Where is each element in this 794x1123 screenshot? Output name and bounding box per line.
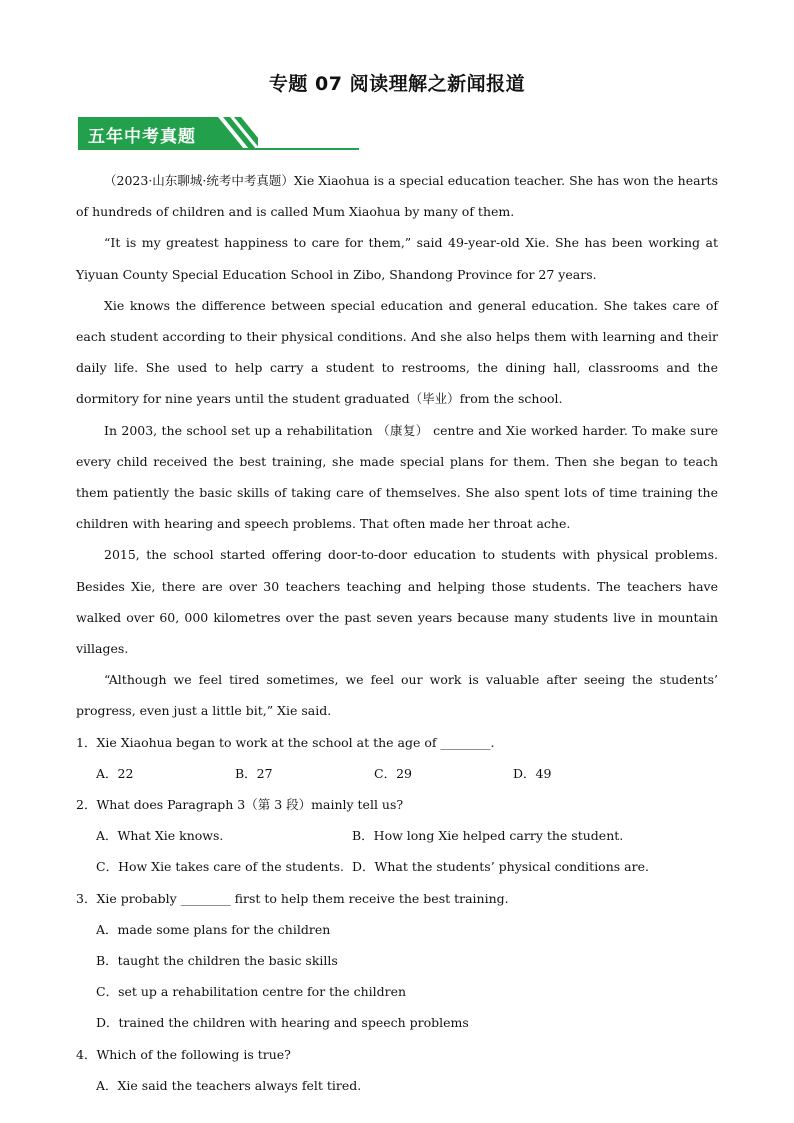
section-banner-title: 五年中考真题 — [88, 127, 196, 147]
passage-paragraph-3: Xie knows the difference between special education and general education. She takes care of each student according to their physical conditions. And she also helps them with learning and their daily life. She used to help carry a student to restrooms, the dining hall, classrooms and the dormitory for nine years until the student graduated（毕业）from the school. — [76, 297, 718, 407]
passage-paragraph-6: “Although we feel tired sometimes, we feel our work is valuable after seeing the students’ progress, even just a little bit,” Xie said. — [76, 672, 718, 719]
question-4-option-a: A．Xie said the teachers always felt tired. — [96, 1077, 362, 1093]
reading-content — [76, 165, 718, 1101]
question-3-option-b: B．taught the children the basic skills — [96, 953, 338, 969]
passage-paragraph-5: 2015, the school started offering door-to-door education to students with physical problems. Besides Xie, there are over 30 teachers teaching and helping those students. The teachers have walked over 60, 000 kilometres over the past seven years because many students live in mountain villages. — [76, 547, 718, 657]
page-title: 专题 07 阅读理解之新闻报道 — [268, 73, 526, 95]
question-2-options-row-1 — [76, 820, 718, 851]
question-1-option-d: D．49 — [513, 765, 552, 781]
question-4-stem: 4．Which of the following is true? — [76, 1046, 291, 1062]
question-1-stem: 1．Xie Xiaohua began to work at the school at the age of ________. — [76, 734, 495, 750]
question-2-option-b: B．How long Xie helped carry the student. — [352, 828, 624, 844]
passage-paragraph-4: In 2003, the school set up a rehabilitation （康复） centre and Xie worked harder. To make sure every child received the best training, she made special plans for them. Then she began to teach them patiently the basic skills of taking care of themselves. She also spent lots of time training the children with hearing and speech problems. That often made her throat ache. — [76, 422, 718, 532]
question-3-option-a: A．made some plans for the children — [96, 921, 331, 937]
question-1-options — [76, 758, 718, 789]
question-3-option-d: D．trained the children with hearing and speech problems — [96, 1015, 469, 1031]
passage-paragraph-2: “It is my greatest happiness to care for them,” said 49-year-old Xie. She has been working at Yiyuan County Special Education School in Zibo, Shandong Province for 27 years. — [76, 235, 718, 282]
question-2-options-row-2 — [76, 851, 718, 882]
question-2-stem: 2．What does Paragraph 3（第 3 段）mainly tell us? — [76, 797, 404, 813]
passage-paragraph-1: （2023·山东聊城·统考中考真题）Xie Xiaohua is a special education teacher. She has won the hearts of hundreds of children and is called Mum Xiaohua by many of them. — [76, 173, 718, 220]
question-1-option-b: B．27 — [235, 765, 273, 781]
question-3-stem: 3．Xie probably ________ first to help them receive the best training. — [76, 890, 509, 906]
question-2-option-a: A．What Xie knows. — [96, 828, 224, 844]
question-2-option-d: D．What the students’ physical conditions are. — [352, 859, 649, 875]
question-1-option-a: A．22 — [96, 765, 134, 781]
question-2-option-c: C．How Xie takes care of the students. — [96, 859, 344, 875]
question-1-option-c: C．29 — [374, 765, 412, 781]
section-divider-line — [78, 148, 359, 150]
question-3-option-c: C．set up a rehabilitation centre for the children — [96, 984, 407, 1000]
